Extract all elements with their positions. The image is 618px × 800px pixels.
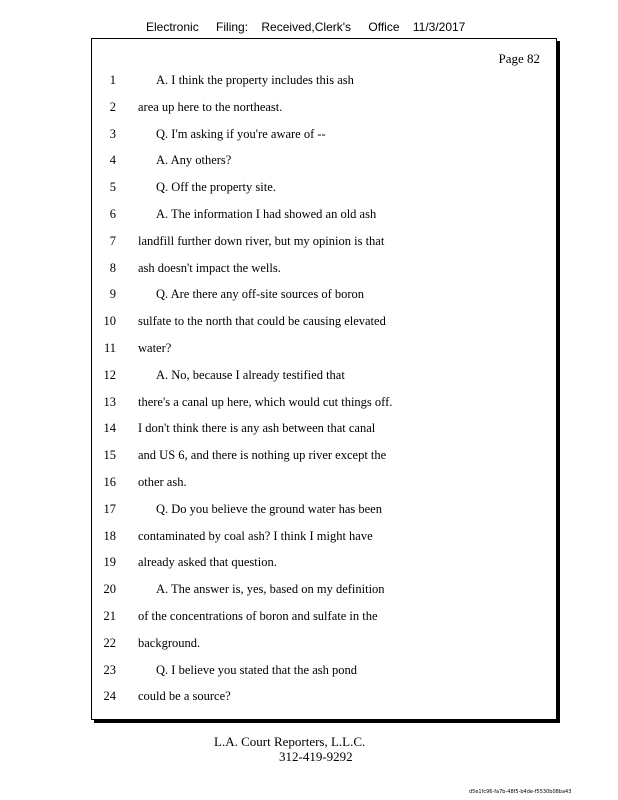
header-office: Office	[368, 20, 400, 34]
line-text: A. I think the property includes this ash	[156, 73, 354, 87]
line-text: water?	[138, 341, 172, 355]
line-number: 19	[103, 555, 116, 570]
line-text: Q. Off the property site.	[156, 180, 276, 195]
transcript-line	[92, 180, 556, 200]
line-text: background.	[138, 635, 201, 650]
transcript-line	[92, 502, 556, 522]
filing-header	[146, 20, 465, 34]
line-number: 5	[109, 180, 116, 195]
line-number: 20	[103, 582, 116, 597]
line-text: and US 6, and there is nothing up river except the	[138, 448, 387, 463]
header-electronic: Electronic	[146, 20, 199, 34]
transcript-line	[92, 341, 556, 361]
line-number: 4	[109, 153, 116, 168]
line-number: 23	[103, 662, 116, 677]
line-number: 21	[103, 609, 116, 623]
transcript-line	[92, 555, 556, 575]
line-number: 12	[103, 367, 116, 382]
line-number: 22	[103, 635, 116, 650]
transcript-line	[92, 314, 556, 334]
footer-phone: 312-419-9292	[279, 749, 353, 764]
transcript-line	[92, 529, 556, 549]
line-number: 17	[103, 501, 116, 516]
transcript-line	[92, 73, 556, 93]
header-date: 11/3/2017	[412, 20, 466, 34]
line-text: other ash.	[138, 475, 187, 489]
line-text: sulfate to the north that could be causing elevated	[138, 314, 386, 329]
line-text: I don't think there is any ash between that canal	[138, 421, 376, 436]
transcript-line	[92, 609, 556, 629]
line-number: 2	[109, 99, 116, 114]
header-filing: Filing:	[216, 20, 249, 34]
header-received: Received,Clerk's	[261, 20, 352, 34]
document-id: d5e1fc96-fa7b-48f5-b4de-f5530b08ba43	[469, 789, 572, 795]
transcript-line	[92, 261, 556, 281]
line-text: already asked that question.	[138, 555, 277, 570]
line-number: 13	[103, 394, 116, 409]
line-number: 14	[103, 421, 116, 436]
transcript-line	[92, 475, 556, 495]
line-text: A. The information I had showed an old ash	[156, 207, 377, 221]
transcript-line	[92, 448, 556, 468]
transcript-line	[92, 368, 556, 388]
transcript-line	[92, 689, 556, 709]
line-number: 8	[109, 260, 116, 275]
line-text: ash doesn't impact the wells.	[138, 260, 281, 275]
line-text: Q. I believe you stated that the ash pond	[156, 662, 357, 677]
line-number: 10	[103, 314, 116, 329]
line-text: there's a canal up here, which would cut things off.	[138, 394, 393, 409]
line-number: 16	[103, 475, 116, 489]
line-number: 24	[103, 689, 116, 704]
transcript-line	[92, 421, 556, 441]
line-number: 11	[103, 341, 116, 355]
line-text: landfill further down river, but my opinion is that	[138, 233, 385, 248]
line-text: Q. Do you believe the ground water has been	[156, 501, 382, 516]
line-number: 3	[109, 126, 116, 141]
line-text: contaminated by coal ash? I think I might have	[138, 528, 373, 543]
line-text: Q. I'm asking if you're aware of --	[156, 126, 326, 141]
transcript-line	[92, 100, 556, 120]
line-text: A. No, because I already testified that	[156, 367, 345, 382]
line-number: 6	[109, 207, 116, 221]
transcript-line	[92, 287, 556, 307]
transcript-line	[92, 636, 556, 656]
transcript-line	[92, 582, 556, 602]
footer-company: L.A. Court Reporters, L.L.C.	[214, 734, 366, 749]
line-text: area up here to the northeast.	[138, 99, 283, 114]
transcript-page	[91, 38, 557, 720]
transcript-line	[92, 153, 556, 173]
line-number: 18	[103, 528, 116, 543]
transcript-line	[92, 663, 556, 683]
page-number: Page 82	[498, 51, 540, 66]
line-text: A. Any others?	[156, 153, 232, 168]
line-text: could be a source?	[138, 689, 231, 704]
transcript-line	[92, 234, 556, 254]
transcript-line	[92, 207, 556, 227]
line-text: A. The answer is, yes, based on my definition	[156, 582, 385, 597]
transcript-line	[92, 395, 556, 415]
line-number: 9	[109, 287, 116, 302]
line-number: 7	[109, 233, 116, 248]
line-text: of the concentrations of boron and sulfate in the	[138, 609, 378, 623]
line-number: 1	[109, 73, 116, 87]
transcript-line	[92, 127, 556, 147]
line-number: 15	[103, 448, 116, 463]
line-text: Q. Are there any off-site sources of boron	[156, 287, 365, 302]
